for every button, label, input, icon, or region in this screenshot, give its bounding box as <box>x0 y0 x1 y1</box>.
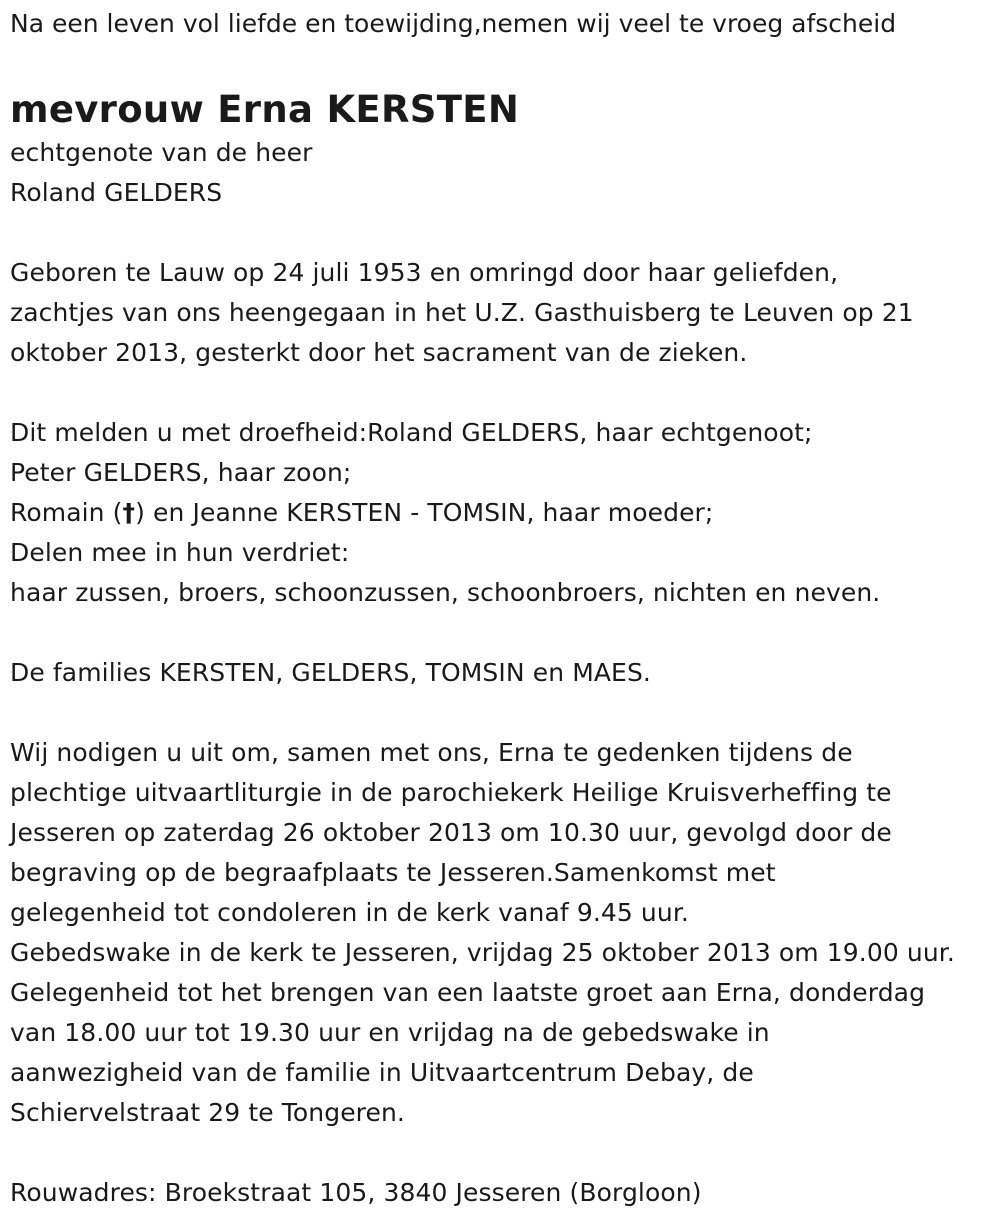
spacer <box>10 693 995 733</box>
ceremony-line: plechtige uitvaartliturgie in de parochiekerk Heilige Kruisverheffing te <box>10 778 892 807</box>
spacer <box>10 213 995 253</box>
deceased-cross-icon: † <box>122 498 136 527</box>
intro-text: Na een leven vol liefde en toewijding,nemen wij veel te vroeg afscheid <box>10 9 897 38</box>
families-line: De families KERSTEN, GELDERS, TOMSIN en MAES. <box>10 658 651 687</box>
spacer <box>10 613 995 653</box>
deceased-name: mevrouw Erna KERSTEN <box>10 88 520 131</box>
ceremony-line: Gebedswake in de kerk te Jesseren, vrijdag 25 oktober 2013 om 19.00 uur. <box>10 938 955 967</box>
spacer <box>10 373 995 413</box>
mourners-line: Peter GELDERS, haar zoon; <box>10 458 352 487</box>
obituary-notice <box>10 0 995 1213</box>
mourners-text: Romain ( <box>10 498 123 527</box>
mourners-line: haar zussen, broers, schoonzussen, schoonbroers, nichten en neven. <box>10 578 881 607</box>
ceremony-line: gelegenheid tot condoleren in de kerk vanaf 9.45 uur. <box>10 898 689 927</box>
mourners-line: Dit melden u met droefheid:Roland GELDERS, haar echtgenoot; <box>10 418 813 447</box>
mourners-line <box>10 493 995 533</box>
spacer <box>10 1133 995 1173</box>
ceremony-line: aanwezigheid van de familie in Uitvaartcentrum Debay, de <box>10 1058 754 1087</box>
mourners-line: Delen mee in hun verdriet: <box>10 538 350 567</box>
ceremony-line: Wij nodigen u uit om, samen met ons, Erna te gedenken tijdens de <box>10 738 853 767</box>
birth-death-line: Geboren te Lauw op 24 juli 1953 en omringd door haar geliefden, <box>10 258 839 287</box>
ceremony-line: Jesseren op zaterdag 26 oktober 2013 om 10.30 uur, gevolgd door de <box>10 818 892 847</box>
spouse-line: echtgenote van de heer <box>10 138 313 167</box>
spouse-name: Roland GELDERS <box>10 178 223 207</box>
mourners-text: ) en Jeanne KERSTEN - TOMSIN, haar moeder; <box>135 498 714 527</box>
birth-death-line: zachtjes van ons heengegaan in het U.Z. Gasthuisberg te Leuven op 21 <box>10 298 914 327</box>
ceremony-line: begraving op de begraafplaats te Jesseren.Samenkomst met <box>10 858 776 887</box>
birth-death-line: oktober 2013, gesterkt door het sacrament van de zieken. <box>10 338 748 367</box>
ceremony-line: van 18.00 uur tot 19.30 uur en vrijdag na de gebedswake in <box>10 1018 770 1047</box>
ceremony-line: Gelegenheid tot het brengen van een laatste groet aan Erna, donderdag <box>10 978 926 1007</box>
mourning-address: Rouwadres: Broekstraat 105, 3840 Jesseren (Borgloon) <box>10 1178 702 1207</box>
ceremony-line: Schiervelstraat 29 te Tongeren. <box>10 1098 405 1127</box>
